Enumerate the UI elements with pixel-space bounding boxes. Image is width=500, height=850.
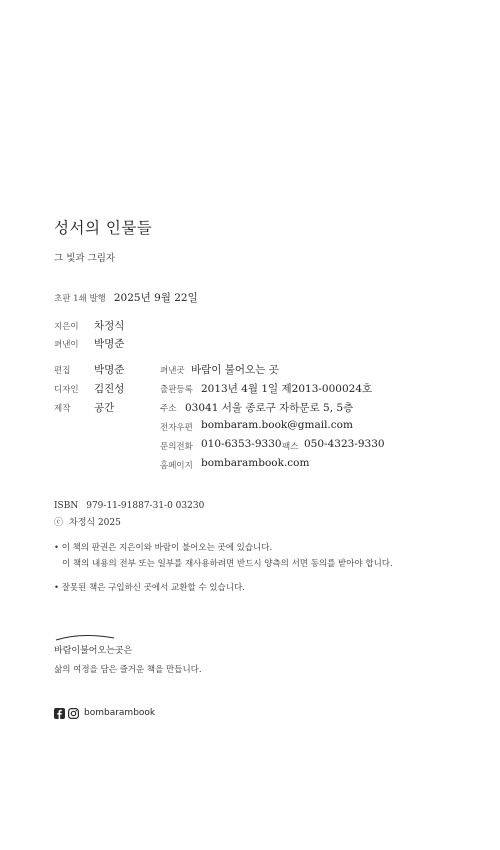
publisher-person-value: 박명준 bbox=[94, 338, 125, 350]
address-value: 03041 서울 종로구 자하문로 5, 5층 bbox=[185, 402, 354, 414]
social-handle[interactable]: bombarambook bbox=[84, 708, 156, 718]
author-label: 지은이 bbox=[54, 322, 79, 332]
fax-label: 팩스 bbox=[282, 442, 299, 452]
address-label: 주소 bbox=[160, 404, 177, 414]
brand-tagline: 삶의 여정을 담은 즐거운 책을 만듭니다. bbox=[54, 665, 202, 675]
designer-label: 디자인 bbox=[54, 385, 79, 395]
homepage-value: bombarambook.com bbox=[201, 457, 310, 469]
copyright-line bbox=[54, 512, 121, 530]
production-label: 제작 bbox=[54, 404, 71, 414]
designer-value: 김진성 bbox=[94, 383, 125, 395]
brand-logo-text: 바람이불어오는곳은 bbox=[54, 646, 133, 656]
book-title: 성서의 인물들 bbox=[54, 219, 153, 237]
phone-label: 문의전화 bbox=[160, 442, 193, 452]
editor-value: 박명준 bbox=[94, 364, 125, 376]
homepage-label: 홈페이지 bbox=[160, 461, 193, 471]
production-value: 공간 bbox=[94, 402, 115, 414]
publisher-value: 바람이 불어오는 곳 bbox=[191, 364, 279, 376]
edition-date: 2025년 9월 22일 bbox=[113, 292, 198, 304]
phone-value: 010-6353-9330 bbox=[201, 438, 282, 450]
notice-reuse: 이 책의 내용의 전부 또는 일부를 재사용하려면 반드시 양측의 서면 동의를 받아야 합니다. bbox=[62, 559, 393, 569]
copyright-text: 차정식 2025 bbox=[69, 518, 121, 528]
facebook-icon[interactable] bbox=[54, 708, 65, 719]
registration-value: 2013년 4월 1일 제2013-000024호 bbox=[201, 383, 373, 395]
fax-value: 050-4323-9330 bbox=[304, 438, 385, 450]
book-subtitle: 그 빛과 그림자 bbox=[54, 253, 116, 264]
registration-label: 출판등록 bbox=[160, 385, 193, 395]
publisher-label: 펴낸곳 bbox=[160, 366, 185, 376]
author-value: 차정식 bbox=[94, 320, 125, 332]
instagram-icon[interactable] bbox=[68, 708, 79, 719]
editor-label: 편집 bbox=[54, 366, 71, 376]
edition-line bbox=[54, 288, 198, 306]
notice-rights: • 이 책의 판권은 지은이와 바람이 불어오는 곳에 있습니다. bbox=[54, 543, 273, 553]
edition-label: 초판 1쇄 발행 bbox=[54, 294, 106, 304]
isbn-label: ISBN bbox=[54, 501, 79, 511]
copyright-symbol: ⓒ bbox=[54, 518, 64, 528]
email-value: bombaram.book@gmail.com bbox=[201, 419, 353, 431]
notice-exchange: • 잘못된 책은 구입하신 곳에서 교환할 수 있습니다. bbox=[54, 583, 245, 593]
wind-swoosh-logo bbox=[54, 634, 116, 642]
publisher-person-label: 펴낸이 bbox=[54, 340, 79, 350]
email-label: 전자우편 bbox=[160, 423, 193, 433]
isbn-line bbox=[54, 495, 204, 513]
isbn-value: 979-11-91887-31-0 03230 bbox=[86, 501, 205, 511]
